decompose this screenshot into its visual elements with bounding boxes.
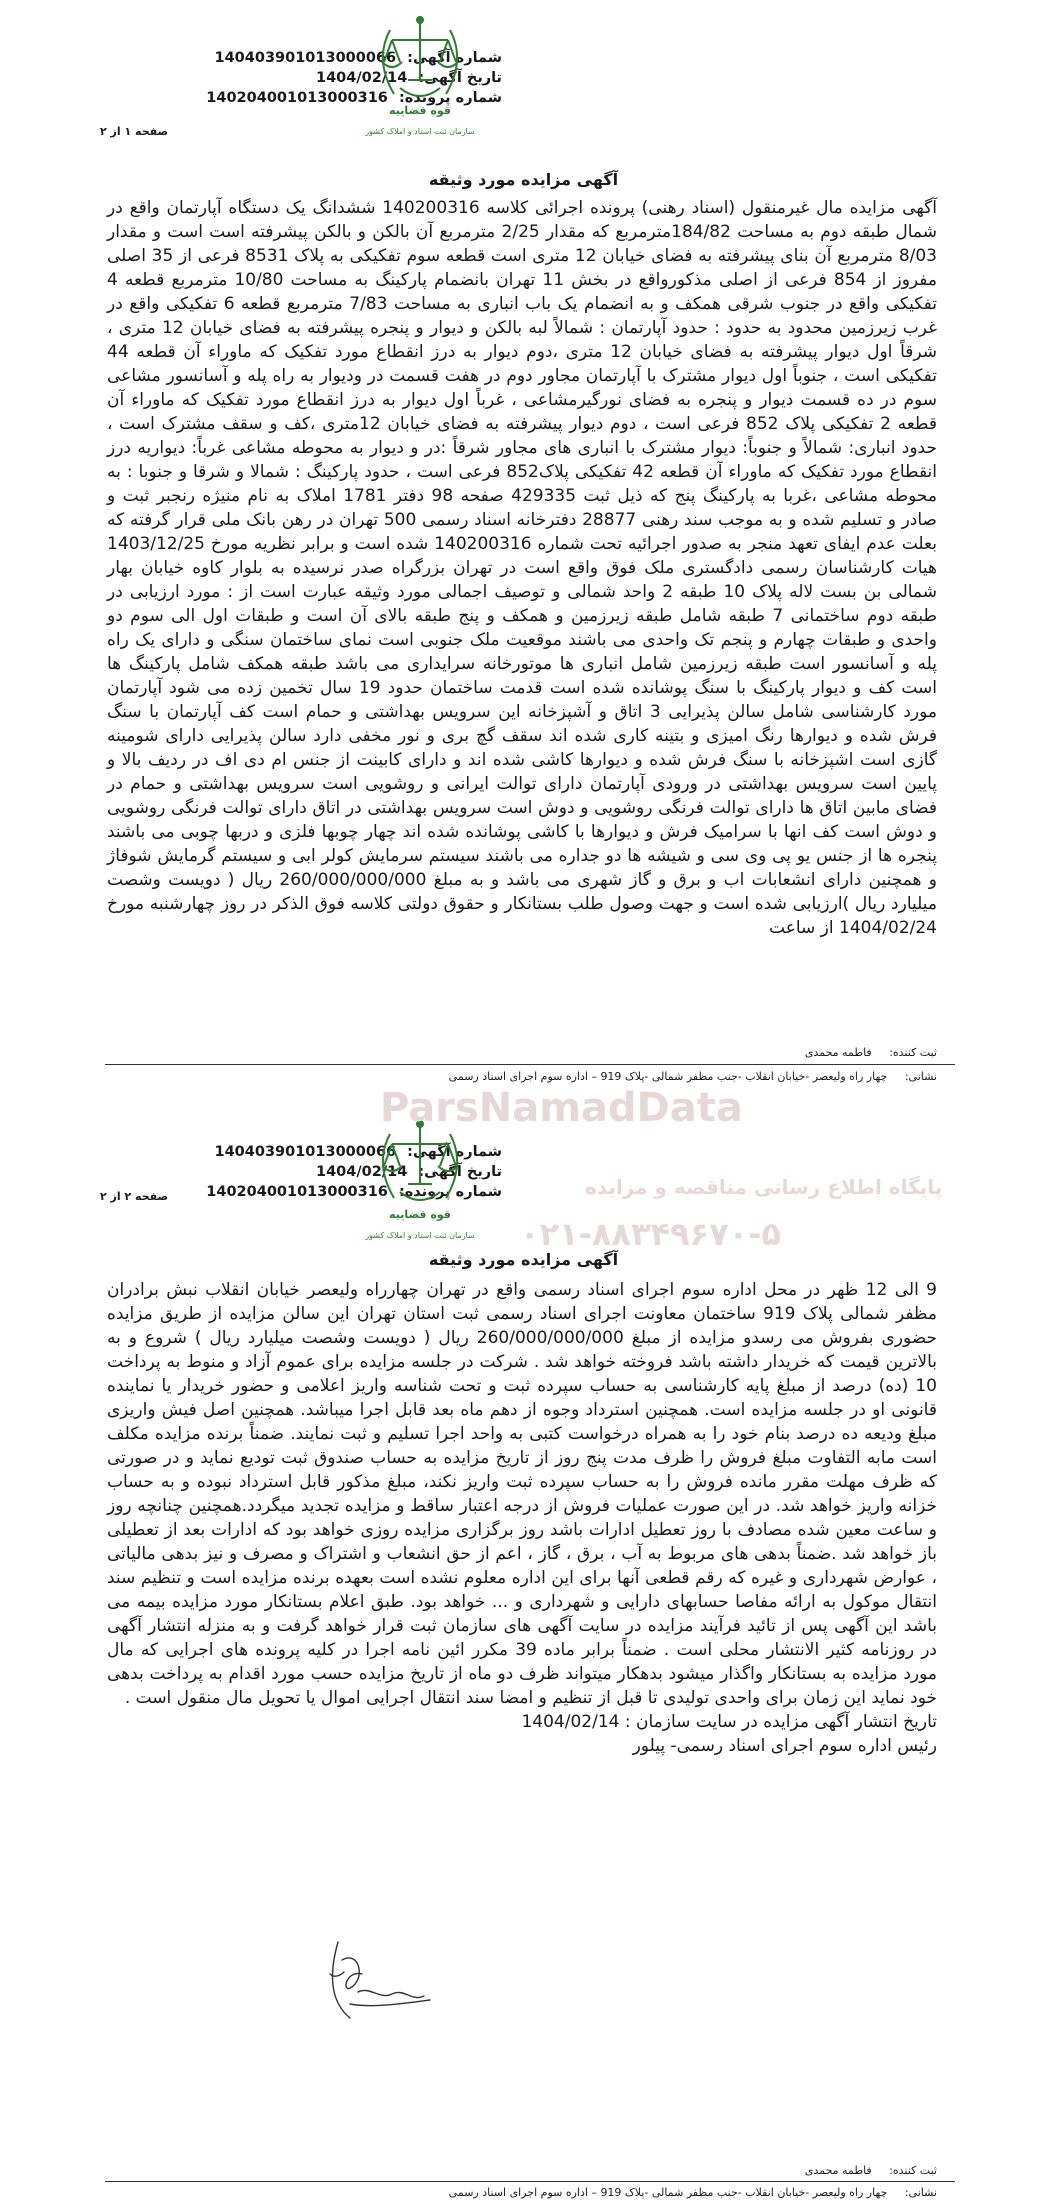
- ad-date-label: تاریخ آگهی:: [418, 70, 502, 86]
- footer-address-row: [449, 1068, 937, 1086]
- signer-title: رئیس اداره سوم اجرای اسناد رسمی- پیلور: [632, 1736, 937, 1756]
- emblem-line2: سازمان ثبت اسناد و املاک کشور: [365, 127, 475, 136]
- ad-number: 140403901013000066: [214, 1144, 397, 1160]
- ad-number-label: شماره آگهی:: [407, 1144, 502, 1160]
- judiciary-emblem-logo: [360, 1114, 480, 1264]
- address-text: چهار راه ولیعصر -خیابان انقلاب -جنب مظفر شمالی -پلاک 919 – اداره سوم اجرای اسناد رسمی: [448, 1070, 888, 1083]
- notice-page-2: [0, 1120, 1047, 2205]
- registrant-label: ثبت کننده:: [889, 2164, 937, 2177]
- case-number: 140204001013000316: [206, 90, 388, 106]
- registrant-label: ثبت کننده:: [889, 1046, 937, 1059]
- ad-date-label: تاریخ آگهی:: [418, 1164, 502, 1180]
- ad-date: 1404/02/14: [316, 1164, 408, 1180]
- address-label: نشانی:: [904, 1070, 937, 1083]
- case-number: 140204001013000316: [206, 1184, 388, 1200]
- footer-registrant-row: [805, 1044, 937, 1062]
- registrant-name: فاطمه محمدی: [804, 2164, 872, 2177]
- emblem-line1: قوه قضاییه: [389, 1208, 451, 1221]
- address-label: نشانی:: [904, 2186, 937, 2199]
- notice-page-1: [0, 0, 1047, 1100]
- watermark-phone: ۰۲۱-۸۸۳۴۹۶۷۰-۵: [520, 1215, 781, 1253]
- ad-number-label: شماره آگهی:: [407, 50, 502, 66]
- notice-title: آگهی مزایده مورد وثیقه: [428, 170, 619, 189]
- watermark-site: ParsNamadData: [380, 1085, 743, 1131]
- address-text: چهار راه ولیعصر -خیابان انقلاب -جنب مظفر شمالی -پلاک 919 – اداره سوم اجرای اسناد رسمی: [448, 2186, 888, 2199]
- notice-body: [107, 196, 937, 940]
- judiciary-emblem-logo: [360, 10, 480, 160]
- notice-title: آگهی مزایده مورد وثیقه: [428, 1250, 619, 1269]
- footer-divider: [105, 1064, 955, 1065]
- emblem-line1: قوه قضاییه: [389, 104, 451, 117]
- handwritten-signature: [320, 1930, 440, 2030]
- footer-address-row: [449, 2184, 937, 2202]
- registrant-name: فاطمه محمدی: [804, 1046, 872, 1059]
- case-number-label: شماره پرونده:: [398, 1184, 502, 1200]
- body-text: آگهی مزایده مال غیرمنقول (اسناد رهنی) پرونده اجرائی کلاسه 140200316 ششدانگ یک دستگاه آپارتمان واقع در شمال طبقه دوم به مساحت 184/82مترمربع که مقدار 2/25 مترمربع آن بالکن و بالکن پیشرفته است است و مقدار 8/03 مترمربع آن بنای پیشرفته به فضای خیابان 12 متری است قطعه سوم تفکیکی به پلاک 8531 فرعی از 35 اصلی مفروز از 854 فرعی از اصلی مذکورواقع در بخش 11 تهران بانضمام پارکینگ به مساحت 10/80 مترمربع قطعه 4 تفکیکی واقع در جنوب شرقی همکف و به انضمام یک باب انباری به مساحت 7/83 مترمربع قطعه 6 تفکیکی واقع در غرب زیرزمین محدود به حدود : حدود آپارتمان : شمالاً لبه بالکن و دیوار و پنجره پیشرفته به فضای خیابان 12 متری ، شرقاً اول دیوار پیشرفته به فضای خیابان 12 متری ،دوم دیوار به درز انقطاع مورد تفکیک که ماوراء آن قطعه 44 تفکیکی است ، جنوباً اول دیوار مشترک با آپارتمان مجاور دوم در هفت قسمت در ودیوار به راه پله و آسانسور مشاعی سوم در ده قسمت دیوار و پنجره به فضای نورگیرمشاعی ، غرباً اول دیوار به درز انقطاع مورد تفکیک که ماوراء آن قطعه 2 تفکیکی پلاک 852 فرعی است ، دوم دیوار پیشرفته به فضای خیابان 12متری ،کف و سقف مشترک است ، حدود انباری: شمالاً و جنوباً: دیوار مشترک با انباری های مجاور شرقاً :در و دیوار به محوطه مشاعی غرباً: دیواریه درز انقطاع مورد تفکیک که ماوراء آن قطعه 42 تفکیکی پلاک852 فرعی است ، حدود پارکینگ : شمالا و شرقا و جنوبا : به محوطه مشاعی ،غربا به پارکینگ پنج که ذیل ثبت 429335 صفحه 98 دفتر 1781 املاک به نام منیژه رنجبر ثبت و صادر و تسلیم شده و به موجب سند رهنی 28877 دفترخانه اسناد رسمی 500 تهران در رهن بانک ملی قرار گرفته که بعلت عدم ایفای تعهد منجر به صدور اجرائیه تحت شماره 140200316 شده است و برابر نظریه مورخ 1403/12/25 هیات کارشناسان رسمی دادگستری ملک فوق واقع است در تهران بزرگراه صدر نرسیده به بلوار کاوه خیابان بهار شمالی بن بست لاله پلاک 10 طبقه 2 واحد شمالی و توصیف اجمالی مورد وثیقه عبارت است از : مورد ارزیابی در طبقه دوم ساختمانی 7 طبقه شامل طبقه زیرزمین و همکف و پنج طبقه بالای آن است و طبقات اول الی سوم دو واحدی و طبقات چهارم و پنجم تک واحدی می باشند موقعیت ملک جنوبی است نمای ساختمان سنگی و دارای یک راه پله و آسانسور است طبقه زیرزمین شامل انباری ها موتورخانه سرایداری می باشد طبقه همکف شامل پارکینگ ها است کف و دیوار پارکینگ با سنگ پوشانده شده است قدمت ساختمان حدود 19 سال تخمین زده می شود آپارتمان مورد کارشناسی شامل سالن پذیرایی 3 اتاق و آشپزخانه این سرویس بهداشتی و حمام است کف آپارتمان با سنگ فرش شده و دیوارها رنگ امیزی و بتینه کاری شده اند سقف گچ بری و نور مخفی دارد سالن پذیرایی دارای شومینه گازی است اشپزخانه با سنگ فرش شده و دیوارها کاشی شده اند و دارای کابینت از جنس ام دی اف در ردیف بالا و پایین است سرویس بهداشتی در ورودی آپارتمان دارای توالت ایرانی و روشویی است سرویس بهداشتی و حمام در فضای مابین اتاق ها دارای توالت فرنگی روشویی و دوش است سرویس بهداشتی در اتاق دارای توالت فرنگی روشویی و دوش است کف انها با سرامیک فرش و دیوارها با کاشی پوشانده شده اند چهار چوبها فلزی و دربها چوبی می باشند پنجره ها از جنس یو پی وی سی و شیشه ها دو جداره می باشند سیستم سرمایش کولر ابی و سیستم گرمایش شوفاژ و همچنین دارای انشعابات اب و برق و گاز شهری می باشد و به مبلغ 260/000/000/000 ریال ( دویست وشصت میلیارد ریال )ارزیابی شده است و جهت وصول طلب بستانکار و حقوق دولتی کلاسه فوق الذکر در روز چهارشنبه مورخ 1404/02/24 از ساعت: [107, 198, 938, 938]
- ad-date: 1404/02/14: [316, 70, 408, 86]
- footer-registrant-row: [805, 2162, 937, 2180]
- notice-body: [107, 1278, 937, 1758]
- body-text: 9 الی 12 ظهر در محل اداره سوم اجرای اسناد رسمی واقع در تهران چهارراه ولیعصر خیابان انقلاب نبش برادران مظفر شمالی پلاک 919 ساختمان معاونت اجرای اسناد رسمی ثبت استان تهران این سالن مزایده از طریق مزایده حضوری بفروش می رسدو مزایده از مبلغ 260/000/000/000 ریال ( دویست وشصت میلیارد ریال ) شروع و به بالاترین قیمت که خریدار داشته باشد فروخته خواهد شد . شرکت در جلسه مزایده برای عموم آزاد و منوط به پرداخت 10 (ده) درصد از مبلغ پایه کارشناسی به حساب سپرده ثبت و تحت شناسه واریز اعلامی و حضور خریدار یا نماینده قانونی او در جلسه مزایده است. همچنین استرداد وجوه از دهم ماه بعد قابل اجرا میباشد. همچنین اصل فیش واریزی مبلغ ودیعه ده درصد بنام خود را به همراه درخواست کتبی به واحد اجرا تسلیم و ثبت نمایند. ضمناً برنده مزایده مکلف است مابه التفاوت مبلغ فروش را ظرف مدت پنج روز از تاریخ مزایده به حساب صندوق ثبت تودیع نماید و در صورتی که ظرف مهلت مقرر مانده فروش را به حساب سپرده ثبت واریز نکند، مبلغ مذکور قابل استرداد نبوده و به حساب خزانه واریز خواهد شد. در این صورت عملیات فروش از درجه اعتبار ساقط و مزایده تجدید میگردد.همچنین چنانچه روز و ساعت معین شده مصادف با روز تعطیل ادارات باشد روز برگزاری مزایده روزی خواهد بود که ادارات بعد از تعطیلی باز خواهد شد .ضمناً بدهی های مربوط به آب ، برق ، گاز ، اعم از حق انشعاب و اشتراک و مصرف و نیز بدهی مالیاتی ، عوارض شهرداری و غیره که رقم قطعی آنها برای این اداره معلوم نشده است بعهده برنده مزایده است و تنظیم سند انتقال موکول به ارائه مفاصا حسابهای دارایی و شهرداری و ... خواهد بود. طبق اعلام بستانکار مورد مزایده بیمه می باشد این آگهی پس از تائید فرآیند مزایده در سایت آگهی های سازمان ثبت قرار خواهد گرفت و به منزله انتشار آگهی در روزنامه کثیر الانتشار محلی است . ضمناً برابر ماده 39 مکرر ائین نامه اجرا در کلیه پرونده های اجرایی که مال مورد مزایده به بستانکار واگذار میشود بدهکار میتواند ظرف دو ماه از تاریخ مزایده حسب مورد اقدام به پرداخت بدهی خود نماید این زمان برای واحدی تولیدی تا قبل از تنظیم و امضا سند انتقال اجرایی اموال یا تحویل مال منقول است .: [107, 1280, 937, 1708]
- publish-date-line: تاریخ انتشار آگهی مزایده در سایت سازمان : 1404/02/14: [521, 1712, 937, 1732]
- case-number-label: شماره پرونده:: [398, 90, 502, 106]
- watermark-tagline: پایگاه اطلاع رسانی مناقصه و مزایده: [585, 1175, 943, 1199]
- page-number: صفحه ۲ از ۲: [100, 1190, 169, 1203]
- ad-number: 140403901013000066: [214, 50, 397, 66]
- footer-divider: [105, 2181, 955, 2182]
- page-number: صفحه ۱ از ۲: [100, 125, 169, 138]
- emblem-line2: سازمان ثبت اسناد و املاک کشور: [365, 1231, 475, 1240]
